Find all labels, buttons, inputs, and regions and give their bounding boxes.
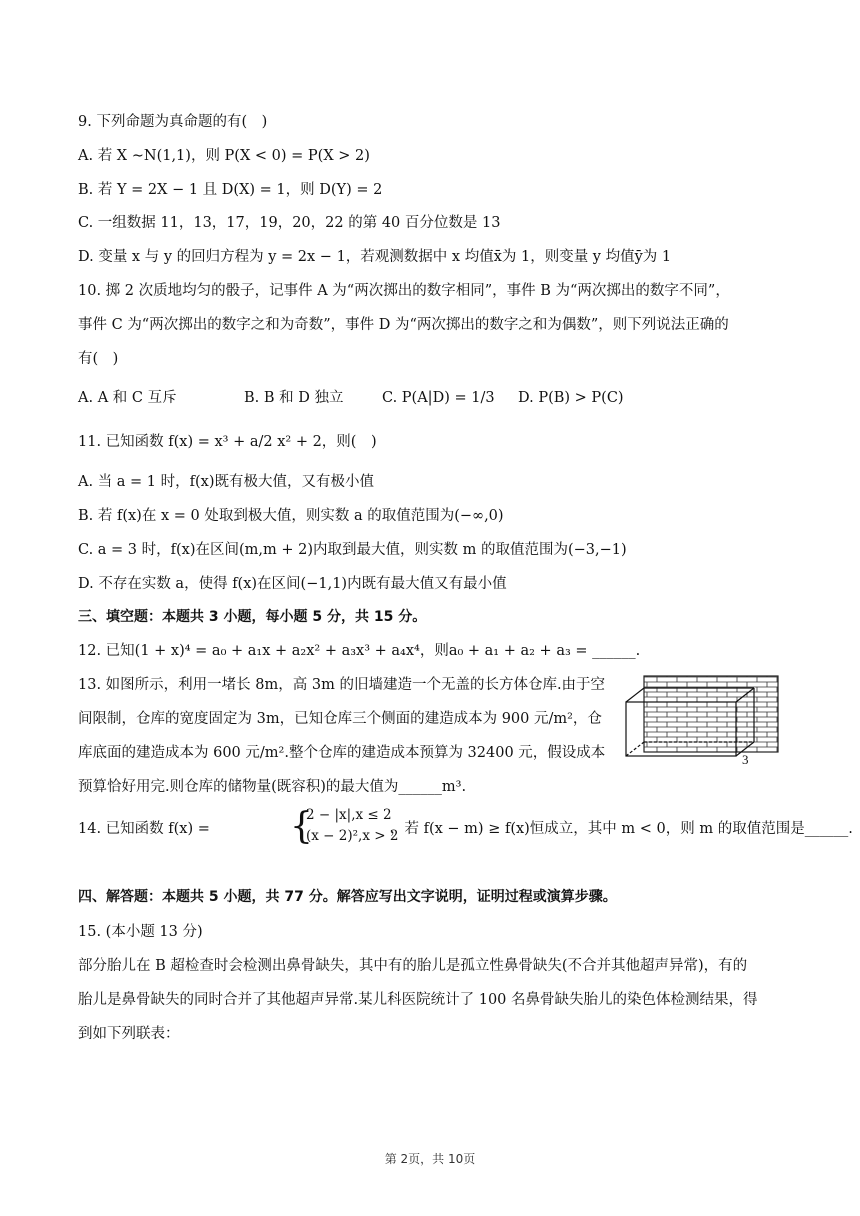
q11-option-b: B. 若 f(x)在 x = 0 处取到极大值，则实数 a 的取值范围为(−∞,0)	[78, 508, 504, 524]
q11-stem: 11. 已知函数 f(x) = x³ + a/2 x² + 2，则( )	[78, 434, 377, 450]
section-3-heading: 三、填空题：本题共 3 小题，每小题 5 分，共 15 分。	[78, 609, 427, 625]
section-4-heading: 四、解答题：本题共 5 小题，共 77 分。解答应写出文字说明，证明过程或演算步骤。	[78, 889, 617, 905]
q11-option-a: A. 当 a = 1 时，f(x)既有极大值，又有极小值	[78, 474, 375, 490]
q10-option-c: C. P(A|D) = 1/3	[382, 390, 495, 406]
piecewise-brace: {	[290, 806, 313, 847]
q9-option-b: B. 若 Y = 2X − 1 且 D(X) = 1，则 D(Y) = 2	[78, 182, 383, 198]
figure-width-label: 3	[742, 752, 749, 767]
q14-suffix: ，若 f(x − m) ≥ f(x)恒成立，其中 m < 0，则 m 的取值范围是______.	[390, 821, 853, 837]
q14-prefix: 14. 已知函数 f(x) =	[78, 821, 210, 837]
q12-stem: 12. 已知(1 + x)⁴ = a₀ + a₁x + a₂x² + a₃x³ + a₄x⁴，则a₀ + a₁ + a₂ + a₃ = ______.	[78, 643, 641, 659]
q13-line3: 库底面的建造成本为 600 元/m².整个仓库的建造成本预算为 32400 元，假设成本	[78, 745, 606, 761]
q14-case-1: 2 − |x|,x ≤ 2	[306, 807, 392, 823]
q9-option-c: C. 一组数据 11，13，17，19，20，22 的第 40 百分位数是 13	[78, 215, 501, 231]
q9-option-a: A. 若 X ∼N(1,1)，则 P(X < 0) = P(X > 2)	[78, 148, 370, 164]
q15-header: 15. (本小题 13 分)	[78, 924, 203, 940]
q9-stem: 9. 下列命题为真命题的有( )	[78, 114, 268, 130]
q11-option-d: D. 不存在实数 a，使得 f(x)在区间(−1,1)内既有最大值又有最小值	[78, 576, 507, 592]
q15-line2: 胎儿是鼻骨缺失的同时合并了其他超声异常.某儿科医院统计了 100 名鼻骨缺失胎儿的染色体检测结果，得	[78, 992, 758, 1008]
q11-option-c: C. a = 3 时，f(x)在区间(m,m + 2)内取到最大值，则实数 m 的取值范围为(−3,−1)	[78, 542, 627, 558]
q14-stem	[78, 805, 853, 849]
q13-line2: 间限制，仓库的宽度固定为 3m，已知仓库三个侧面的建造成本为 900 元/m²，仓	[78, 711, 602, 727]
q10-option-b: B. B 和 D 独立	[244, 390, 344, 406]
q10-option-d: D. P(B) > P(C)	[518, 390, 624, 406]
q10-stem-line3: 有( )	[78, 351, 119, 367]
q9-option-d: D. 变量 x 与 y 的回归方程为 y = 2x − 1，若观测数据中 x 均值x̄为 1，则变量 y 均值ȳ为 1	[78, 249, 672, 265]
q10-stem-line2: 事件 C 为“两次掷出的数字之和为奇数”，事件 D 为“两次掷出的数字之和为偶数”，则下列说法正确的	[78, 317, 729, 333]
q10-stem-line1: 10. 掷 2 次质地均匀的骰子，记事件 A 为“两次掷出的数字相同”，事件 B 为“两次掷出的数字不同”，	[78, 283, 730, 299]
q13-line4: 预算恰好用完.则仓库的储物量(既容积)的最大值为______m³.	[78, 779, 467, 795]
q10-option-a: A. A 和 C 互斥	[78, 390, 177, 406]
q15-line3: 到如下列联表：	[78, 1026, 180, 1042]
warehouse-brick-wall-figure	[622, 672, 782, 768]
q15-line1: 部分胎儿在 B 超检查时会检测出鼻骨缺失，其中有的胎儿是孤立性鼻骨缺失(不合并其他超声异常)，有的	[78, 958, 748, 974]
q13-line1: 13. 如图所示，利用一堵长 8m，高 3m 的旧墙建造一个无盖的长方体仓库.由于空	[78, 677, 606, 693]
page-footer: 第 2页，共 10页	[384, 1152, 476, 1166]
q14-case-2: (x − 2)²,x > 2	[306, 828, 399, 844]
